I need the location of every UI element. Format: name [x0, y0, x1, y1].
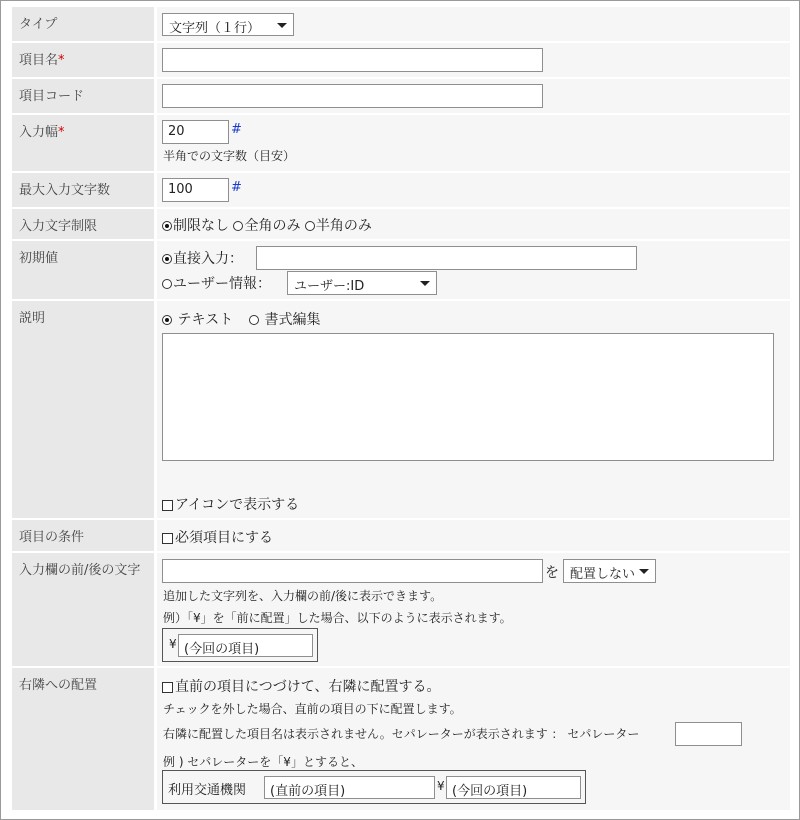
right-place-help-1: チェックを外した場合、直前の項目の下に配置します。	[163, 702, 462, 716]
description-textarea[interactable]	[162, 333, 774, 461]
radio-fullwidth[interactable]: 全角のみ	[233, 218, 300, 234]
chevron-down-icon	[277, 23, 287, 28]
radio-halfwidth[interactable]: 半角のみ	[305, 218, 372, 234]
before-after-help-1: 追加した文字列を、入力欄の前/後に表示できます。	[163, 589, 443, 603]
cell-item-code	[157, 79, 790, 113]
cell-condition	[157, 520, 790, 551]
radio-user-info[interactable]: ユーザー情報：	[162, 273, 271, 293]
radio-no-limit[interactable]: 制限なし	[162, 218, 229, 234]
cell-initial-value	[157, 241, 790, 299]
hash-icon[interactable]: #	[231, 122, 242, 137]
yen-symbol: ¥	[169, 637, 177, 651]
right-place-checkbox[interactable]: 直前の項目につづけて、右隣に配置する。	[162, 676, 440, 696]
required-checkbox[interactable]: 必須項目にする	[162, 527, 273, 547]
separator-input[interactable]	[675, 722, 742, 746]
example-current-field: (今回の項目)	[178, 634, 313, 657]
wo-text: を	[545, 565, 559, 581]
cell-type	[157, 7, 790, 41]
chevron-down-icon	[639, 569, 649, 574]
yen-symbol: ¥	[437, 779, 445, 793]
radio-format-edit[interactable]: 書式編集	[249, 309, 320, 329]
right-place-example-box	[162, 770, 586, 804]
example-prev-field: (直前の項目)	[264, 776, 435, 799]
right-place-help-2: 右隣に配置した項目名は表示されません。セパレーターが表示されます ： セパレーター	[163, 727, 640, 741]
before-after-help-2: 例）「¥」を「前に配置」した場合、以下のように表示されます。	[163, 611, 512, 625]
item-code-input[interactable]	[162, 84, 543, 108]
before-after-example-box	[162, 628, 318, 662]
char-limit-options	[162, 215, 372, 235]
type-select[interactable]: 文字列（１行）	[162, 13, 294, 36]
right-place-help-3: 例 ) セパレーターを「¥」とすると、	[163, 755, 363, 769]
example-current-field: (今回の項目)	[446, 776, 581, 799]
radio-text[interactable]: テキスト	[162, 309, 233, 329]
chevron-down-icon	[420, 281, 430, 286]
label-char-limit: 入力文字制限	[12, 209, 154, 239]
label-right-place: 右隣への配置	[12, 668, 154, 810]
input-width-field[interactable]: 20	[162, 120, 229, 144]
label-max-chars: 最大入力文字数	[12, 173, 154, 207]
direct-input-field[interactable]	[256, 246, 637, 270]
cell-right-place	[157, 668, 790, 810]
before-after-text-input[interactable]	[162, 559, 543, 583]
cell-input-width	[157, 115, 790, 171]
radio-direct-input[interactable]: 直接入力：	[162, 248, 243, 268]
label-item-code: 項目コード	[12, 79, 154, 113]
input-width-help: 半角での文字数（目安）	[163, 149, 296, 163]
label-item-name: 項目名*	[12, 43, 154, 77]
example-label: 利用交通機関	[168, 783, 247, 798]
placement-select[interactable]: 配置しない	[563, 559, 656, 583]
label-before-after: 入力欄の前/後の文字	[12, 553, 154, 666]
cell-max-chars	[157, 173, 790, 207]
label-input-width: 入力幅*	[12, 115, 154, 171]
hash-icon[interactable]: #	[231, 180, 242, 195]
cell-description	[157, 301, 790, 518]
user-info-select[interactable]: ユーザー:ID	[287, 271, 437, 295]
cell-char-limit	[157, 209, 790, 239]
cell-before-after	[157, 553, 790, 666]
label-initial-value: 初期値	[12, 241, 154, 299]
max-chars-field[interactable]: 100	[162, 178, 229, 202]
label-description: 説明	[12, 301, 154, 518]
label-type: タイプ	[12, 7, 154, 41]
icon-display-checkbox[interactable]: アイコンで表示する	[162, 494, 299, 514]
item-name-input[interactable]	[162, 48, 543, 72]
label-condition: 項目の条件	[12, 520, 154, 551]
cell-item-name	[157, 43, 790, 77]
